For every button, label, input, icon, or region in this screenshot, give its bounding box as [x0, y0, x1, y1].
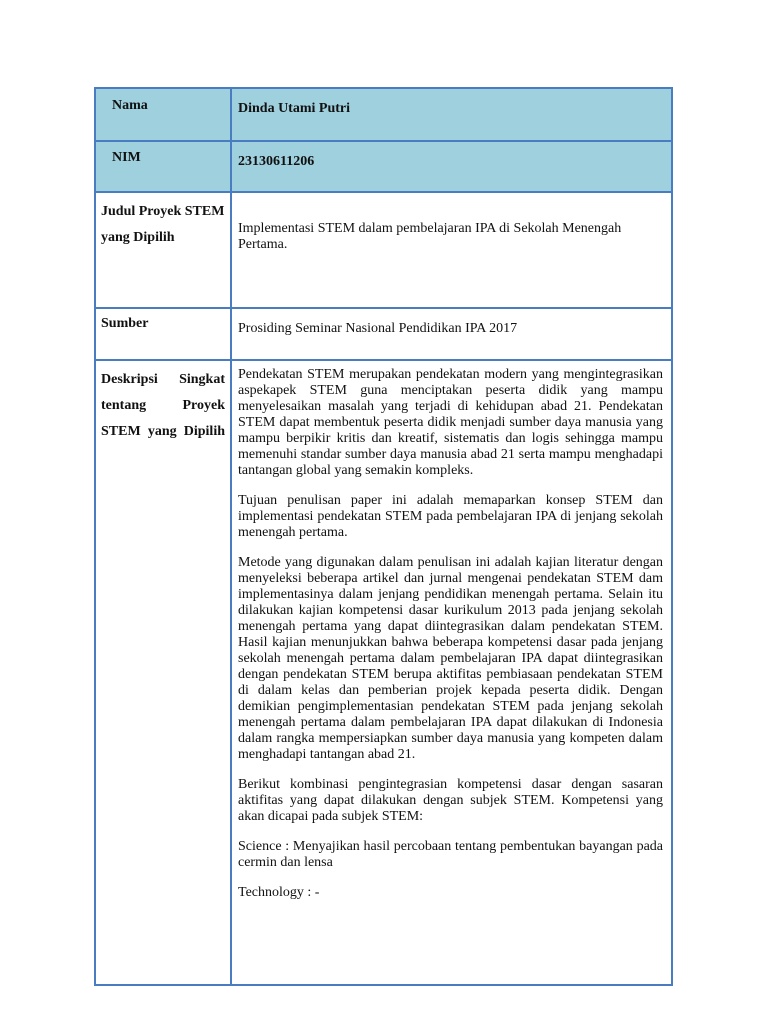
desc-paragraph-technology: Technology : -	[238, 885, 320, 900]
row-nama	[95, 88, 672, 141]
desc-paragraph-4: Berikut kombinasi pengintegrasian kompetensi dasar dengan sasaran aktifitas yang dapat dilakukan dengan subjek STEM. Kompetensi yang akan dicapai pada subjek STEM:	[238, 777, 663, 824]
value-deskripsi	[231, 360, 672, 985]
desc-paragraph-1: Pendekatan STEM merupakan pendekatan modern yang mengintegrasikan aspekapek STEM guna menciptakan peserta didik yang mampu menyelesaikan masalah yang terjadi di kehidupan abad 21. Pendekatan STEM dapat membentuk peserta didik menjadi sumber daya manusia yang mampu berpikir kritis dan kreatif, sistematis dan logis sehingga mampu memenuhi standar sumber daya manusia abad 21 serta mampu menghadapi tantangan global yang semakin kompleks.	[238, 367, 663, 478]
label-nim: NIM	[95, 141, 231, 192]
label-deskripsi: Deskripsi Singkat tentang Proyek STEM yang Dipilih	[95, 360, 231, 985]
student-project-form	[94, 87, 673, 986]
label-judul: Judul Proyek STEM yang Dipilih	[95, 192, 231, 308]
row-nim	[95, 141, 672, 192]
row-deskripsi	[95, 360, 672, 985]
desc-paragraph-2: Tujuan penulisan paper ini adalah memaparkan konsep STEM dan implementasi pendekatan STEM pada pembelajaran IPA di jenjang sekolah menengah pertama.	[238, 493, 663, 540]
row-judul	[95, 192, 672, 308]
value-nama: Dinda Utami Putri	[231, 88, 672, 141]
value-nim: 23130611206	[231, 141, 672, 192]
value-judul: Implementasi STEM dalam pembelajaran IPA di Sekolah Menengah Pertama.	[231, 192, 672, 308]
value-sumber: Prosiding Seminar Nasional Pendidikan IPA 2017	[231, 308, 672, 360]
label-sumber: Sumber	[95, 308, 231, 360]
desc-paragraph-3: Metode yang digunakan dalam penulisan ini adalah kajian literatur dengan menyeleksi beberapa artikel dan jurnal mengenai pendekatan STEM dam implementasinya dalam jenjang pendidikan menengah pertama. Selain itu dilakukan kajian kompetensi dasar kurikulum 2013 pada jenjang sekolah menengah pertama yang dapat diintegrasikan dalam pendekatan STEM. Hasil kajian menunjukkan bahwa beberapa kompetensi dasar pada jenjang sekolah menengah pertama dalam pembelajaran IPA dapat diintegrasikan dengan pendekatan STEM berupa aktifitas pembiasaan pendekatan STEM di dalam kelas dan pemberian projek kepada peserta didik. Dengan demikian pengimplementasian pendekatan STEM pada jenjang sekolah menengah pertama dalam pembelajaran IPA dapat dilakukan di Indonesia dalam rangka mempersiapkan sumber daya manusia yang kompeten dalam menghadapi tantangan abad 21.	[238, 555, 663, 762]
desc-paragraph-science: Science : Menyajikan hasil percobaan tentang pembentukan bayangan pada cermin dan lensa	[238, 839, 663, 870]
label-nama: Nama	[95, 88, 231, 141]
row-sumber	[95, 308, 672, 360]
